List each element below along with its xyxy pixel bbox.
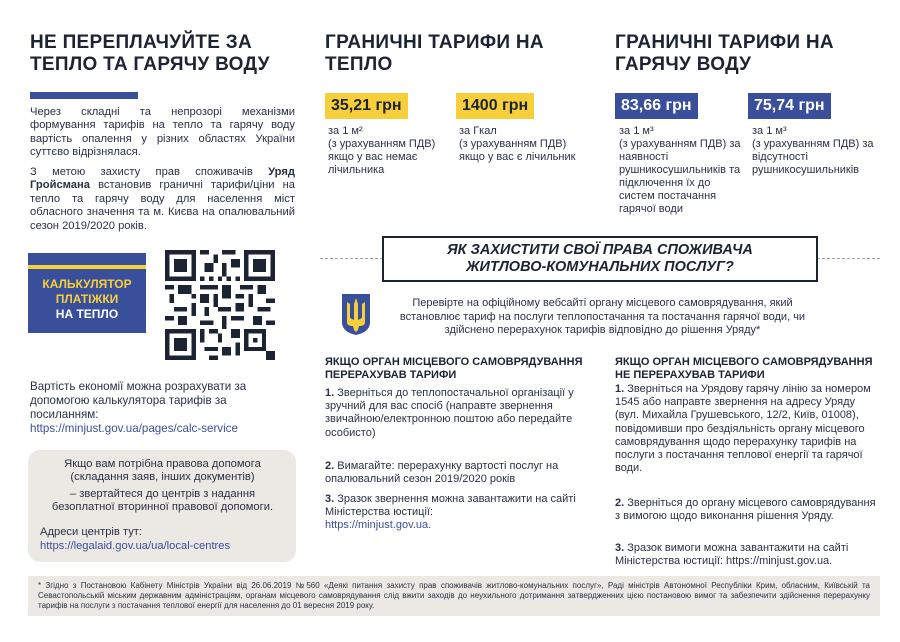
col2-item-3: 3. Зразок вимоги можна завантажити на сайті Міністерства юстиції: https://minjust.gov.ua. (615, 542, 849, 568)
calculator-line-2: ПЛАТІЖКИ (55, 291, 119, 306)
minjust-link[interactable]: https://minjust.gov.ua. (325, 519, 432, 532)
col1-item-1: 1. Зверніться до теплопостачальної організації у зручний для вас спосіб (направте звернення звичайною/електронною поштою або передайте особисто) (325, 387, 574, 439)
heat-unit-2: за Гкал (459, 125, 497, 137)
calculator-line-3: НА ТЕПЛО (55, 306, 119, 321)
centers-label: Адреси центрів тут: (40, 526, 143, 538)
heat-unit-1: за 1 м² (328, 125, 363, 137)
left-title-underline (30, 92, 138, 99)
calculator-button[interactable] (28, 253, 146, 333)
calc-service-link[interactable]: https://minjust.gov.ua/pages/calc-service (30, 422, 238, 435)
calculator-button-stripe (28, 265, 146, 269)
heat-desc-1: (з урахуванням ПДВ) якщо у вас немає лічильника (328, 138, 436, 176)
rights-question-box (382, 236, 818, 282)
water-desc-1: (з урахуванням ПДВ) за наявності рушникосушильників та підключення їх до систем постачання гарячої води (619, 138, 741, 215)
water-price-with-dryers: 83,66 грн (615, 93, 698, 119)
legal-aid-centres-link[interactable]: https://legalaid.gov.ua/ua/local-centres (40, 540, 231, 552)
col2-title: ЯКЩО ОРГАН МІСЦЕВОГО САМОВРЯДУВАННЯ НЕ ПЕРЕРАХУВАВ ТАРИФИ (615, 356, 873, 381)
col2-item-2: 2. Зверніться до органу місцевого самоврядування з вимогою щодо виконання рішення Уряду. (615, 497, 876, 523)
legal-aid-text-1: Якщо вам потрібна правова допомога (складання заяв, інших документів) (64, 458, 261, 484)
col1-item-3: 3. Зразок звернення можна завантажити на сайті Міністерства юстиції: https://minjust.gov.ua. (325, 493, 576, 532)
rights-title-line-1: ЯК ЗАХИСТИТИ СВОЇ ПРАВА СПОЖИВАЧА (447, 242, 753, 258)
water-unit-1: за 1 м³ (619, 125, 654, 137)
legal-aid-text-2: – звертайтеся до центрів з надання безоплатної вторинної правової допомоги. (51, 488, 274, 514)
trident-icon (340, 292, 372, 336)
water-tariffs-title: ГРАНИЧНІ ТАРИФИ НА ГАРЯЧУ ВОДУ (615, 32, 834, 75)
water-price-without-dryers: 75,74 грн (748, 93, 831, 119)
left-intro-paragraph: Через складні та непрозорі механізми формування тарифів на тепло та гарячу воду вартість опалення у різних областях України суттєво відрізнялася. (30, 106, 295, 159)
col1-title: ЯКЩО ОРГАН МІСЦЕВОГО САМОВРЯДУВАННЯ ПЕРЕРАХУВАВ ТАРИФИ (325, 356, 583, 381)
col1-item-2: 2. Вимагайте: перерахунку вартості послуг на опалювальний сезон 2019/2020 років (325, 460, 559, 486)
calculator-line-1: КАЛЬКУЛЯТОР (42, 276, 132, 291)
rights-title-line-2: ЖИТЛОВО-КОМУНАЛЬНИХ ПОСЛУГ? (466, 259, 734, 275)
water-unit-2: за 1 м³ (752, 125, 787, 137)
heat-price-per-gcal: 1400 грн (456, 93, 534, 119)
footnote: * Згідно з Постановою Кабінету Міністрів України від 26.06.2019 №560 «Деякі питання захисту прав споживачів житлово-комунальних послуг», Раді міністрів Автономної Республіки Крим, обласним, Київській та Севастопольській міським державним адміністраціям, органам місцевого самоврядування слід вжити заходів до неухильного дотримання затвердженних цією постановою вимог та забезпечити здійснення перерахунку тарифів на послуги з постачання теплової енергії для населення до 01 вересня 2019 року. (28, 576, 880, 616)
savings-text: Вартість економії можна розрахувати за допомогою калькулятора тарифів за посиланням: https://minjust.gov.ua/pages/calc-service (30, 380, 247, 435)
heat-tariffs-title: ГРАНИЧНІ ТАРИФИ НА ТЕПЛО (325, 32, 544, 75)
water-desc-2: (з урахуванням ПДВ) за відсутності рушникосушильників (752, 138, 874, 176)
qr-code[interactable] (165, 250, 275, 360)
heat-price-per-m2: 35,21 грн (325, 93, 408, 119)
left-title: НЕ ПЕРЕПЛАЧУЙТЕ ЗА ТЕПЛО ТА ГАРЯЧУ ВОДУ (30, 32, 270, 75)
heat-desc-2: (з урахуванням ПДВ) якщо у вас є лічильник (459, 138, 576, 163)
rights-intro: Перевірте на офіційному вебсайті органу місцевого самоврядування, який встановлює тариф на послуги теплопостачання та постачання гарячої води, чи здійснено перерахунок тарифів відповідно до рішення Уряду* (399, 297, 806, 336)
col2-item-1: 1. Зверніться на Урядову гарячу лінію за номером 1545 або направте звернення на адресу Уряду (вул. Михайла Грушевського, 12/2, Київ, 01008), повідомивши про бездіяльність органу місцевого самоврядування щодо перерахунку тарифів на послуги з постачання теплової енергії та гарячої води. (615, 383, 871, 475)
left-government-paragraph: З метою захисту прав споживачів Уряд Гройсмана встановив граничні тарифи/ціни на тепло та гарячу воду для населення міст обласного значення та м. Києва на опалювальний сезон 2019/2020 років. (30, 166, 295, 232)
